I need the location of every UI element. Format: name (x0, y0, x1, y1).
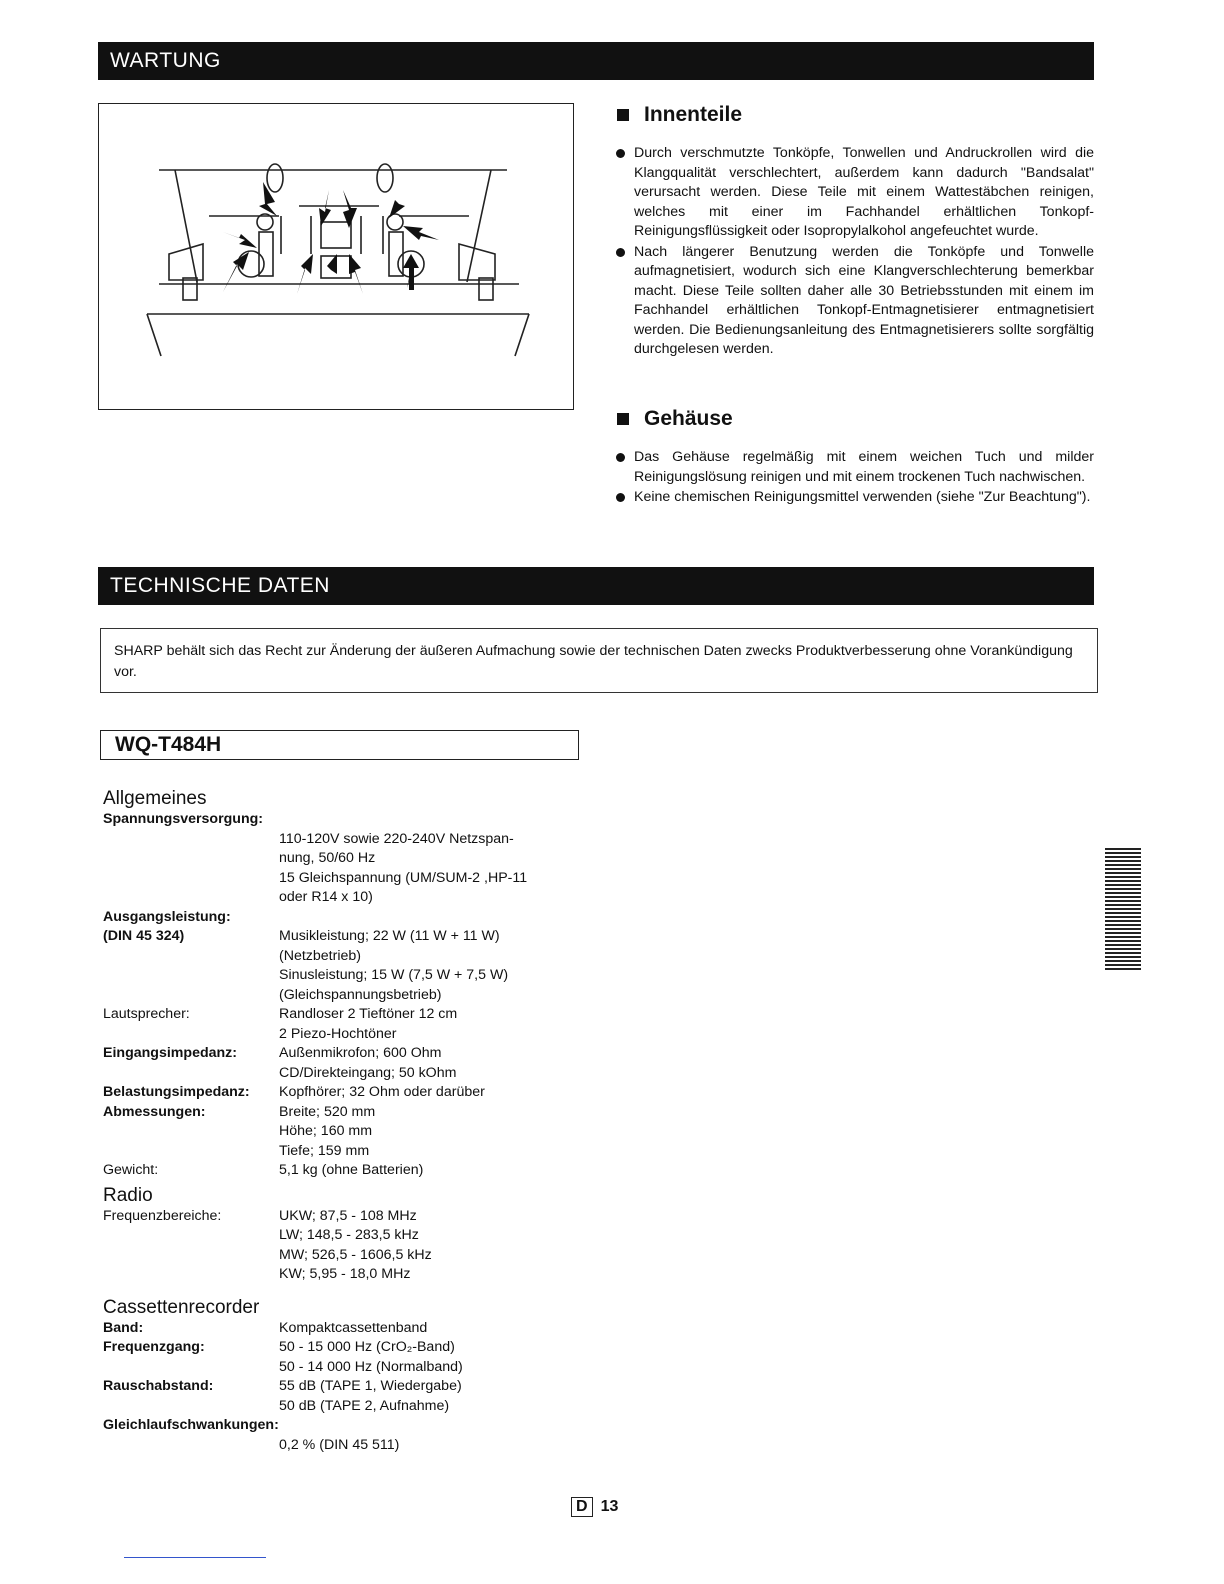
section-gehaeuse (614, 404, 1094, 509)
group-title: Cassettenrecorder (103, 1296, 260, 1318)
divider (124, 1557, 266, 1558)
list-item: Nach längerer Benutzung werden die Tonköpfe und Tonwelle aufmagnetisiert, wodurch sich eine Klangverschlechterung bemerkbar macht. Diese Teile sollten daher alle 30 Betriebsstunden mit einem im Fachhandel erhältlichen Tonkopf-Entmagnetisierer entmagnetisiert werden. Die Bedienungsanleitung des Entmagnetisierers sollte sorgfältig durchgelesen werden. (614, 243, 1094, 360)
list-item: Das Gehäuse regelmäßig mit einem weichen Tuch und milder Reinigungslösung reinigen und mit einem trockenen Tuch nachwischen. (614, 448, 1094, 487)
language-badge: D (571, 1497, 593, 1517)
group-title: Radio (103, 1184, 153, 1206)
page-footer (571, 1497, 618, 1517)
page-tab-marker (1105, 848, 1141, 973)
spec-row: Eingangsimpedanz: Außenmikrofon; 600 Ohm CD/Direkteingang; 50 kOhm (103, 1045, 457, 1081)
spec-row: 110-120V sowie 220-240V Netzspan- nung, 50/60 Hz 15 Gleichspannung (UM/SUM-2 ,HP-11 oder R14 x 10) (279, 830, 528, 905)
section-innenteile (614, 100, 1094, 361)
tape-mechanism-illustration (98, 103, 574, 410)
spec-row: Frequenzgang: 50 - 15 000 Hz (CrO₂-Band) 50 - 14 000 Hz (Normalband) (103, 1339, 463, 1375)
bullet-list (614, 448, 1094, 508)
spec-row: Belastungsimpedanz: Kopfhörer; 32 Ohm oder darüber (103, 1084, 485, 1100)
section-header-wartung (98, 42, 1094, 80)
spec-row: Abmessungen: Breite; 520 mm Höhe; 160 mm Tiefe; 159 mm (103, 1103, 376, 1159)
spec-group-radio (103, 1185, 623, 1285)
tape-deck-drawing (99, 104, 575, 411)
section-title: TECHNISCHE DATEN (110, 574, 330, 597)
bullet-dot-icon (616, 453, 625, 462)
spec-group-general (103, 788, 623, 1181)
bullet-dot-icon (616, 493, 625, 502)
model-name: WQ-T484H (115, 733, 222, 756)
spec-row: Band: Kompaktcassettenband (103, 1319, 428, 1336)
spec-row: (DIN 45 324) Musikleistung; 22 W (11 W + 11 W) (Netzbetrieb) Sinusleistung; 15 W (7,5 W + 7,5 W) (Gleichspannungsbetrieb) (103, 928, 509, 1003)
spec-row: Ausgangsleistung: (103, 908, 231, 925)
bullet-dot-icon (616, 149, 625, 158)
group-title: Allgemeines (103, 788, 207, 809)
heading-innenteile: Innenteile (614, 100, 1094, 130)
spec-list (103, 784, 623, 1459)
spec-row: Lautsprecher: Randloser 2 Tieftöner 12 cm 2 Piezo-Hochtöner (103, 1006, 458, 1042)
spec-row: Rauschabstand: 55 dB (TAPE 1, Wiedergabe) 50 dB (TAPE 2, Aufnahme) (103, 1378, 462, 1414)
spec-group-cassette (103, 1297, 623, 1456)
section-title: WARTUNG (110, 49, 221, 72)
spec-row: Gleichlaufschwankungen: (103, 1417, 279, 1433)
bullet-dot-icon (616, 248, 625, 257)
spec-row: Gewicht: 5,1 kg (ohne Batterien) (103, 1162, 424, 1178)
spec-row: 0,2 % (DIN 45 511) (279, 1436, 400, 1453)
square-bullet-icon (617, 109, 629, 121)
section-header-technische-daten (98, 567, 1094, 605)
spec-row: Spannungsversorgung: (103, 811, 264, 827)
notice-box: SHARP behält sich das Recht zur Änderung der äußeren Aufmachung sowie der technischen Daten zwecks Produktverbesserung ohne Vorankündigung vor. (100, 628, 1098, 693)
list-item: Durch verschmutzte Tonköpfe, Tonwellen und Andruckrollen wird die Klangqualität verschlechtert, außerdem kann dadurch "Bandsalat" verursacht werden. Diese Teile mit einem Wattestäbchen reinigen, welches mit einer im Fachhandel erhältlichen Tonkopf-Reinigungsflüssigkeit oder Isopropylalkohol angefeuchtet wurde. (614, 144, 1094, 242)
square-bullet-icon (617, 413, 629, 425)
list-item: Keine chemischen Reinigungsmittel verwenden (siehe "Zur Beachtung"). (614, 488, 1094, 508)
heading-gehaeuse: Gehäuse (614, 404, 1094, 434)
model-box (100, 730, 579, 760)
bullet-list (614, 144, 1094, 360)
spec-row: Frequenzbereiche: UKW; 87,5 - 108 MHz LW; 148,5 - 283,5 kHz MW; 526,5 - 1606,5 kHz KW; 5,95 - 18,0 MHz (103, 1207, 432, 1282)
page-number: 13 (600, 1498, 619, 1515)
